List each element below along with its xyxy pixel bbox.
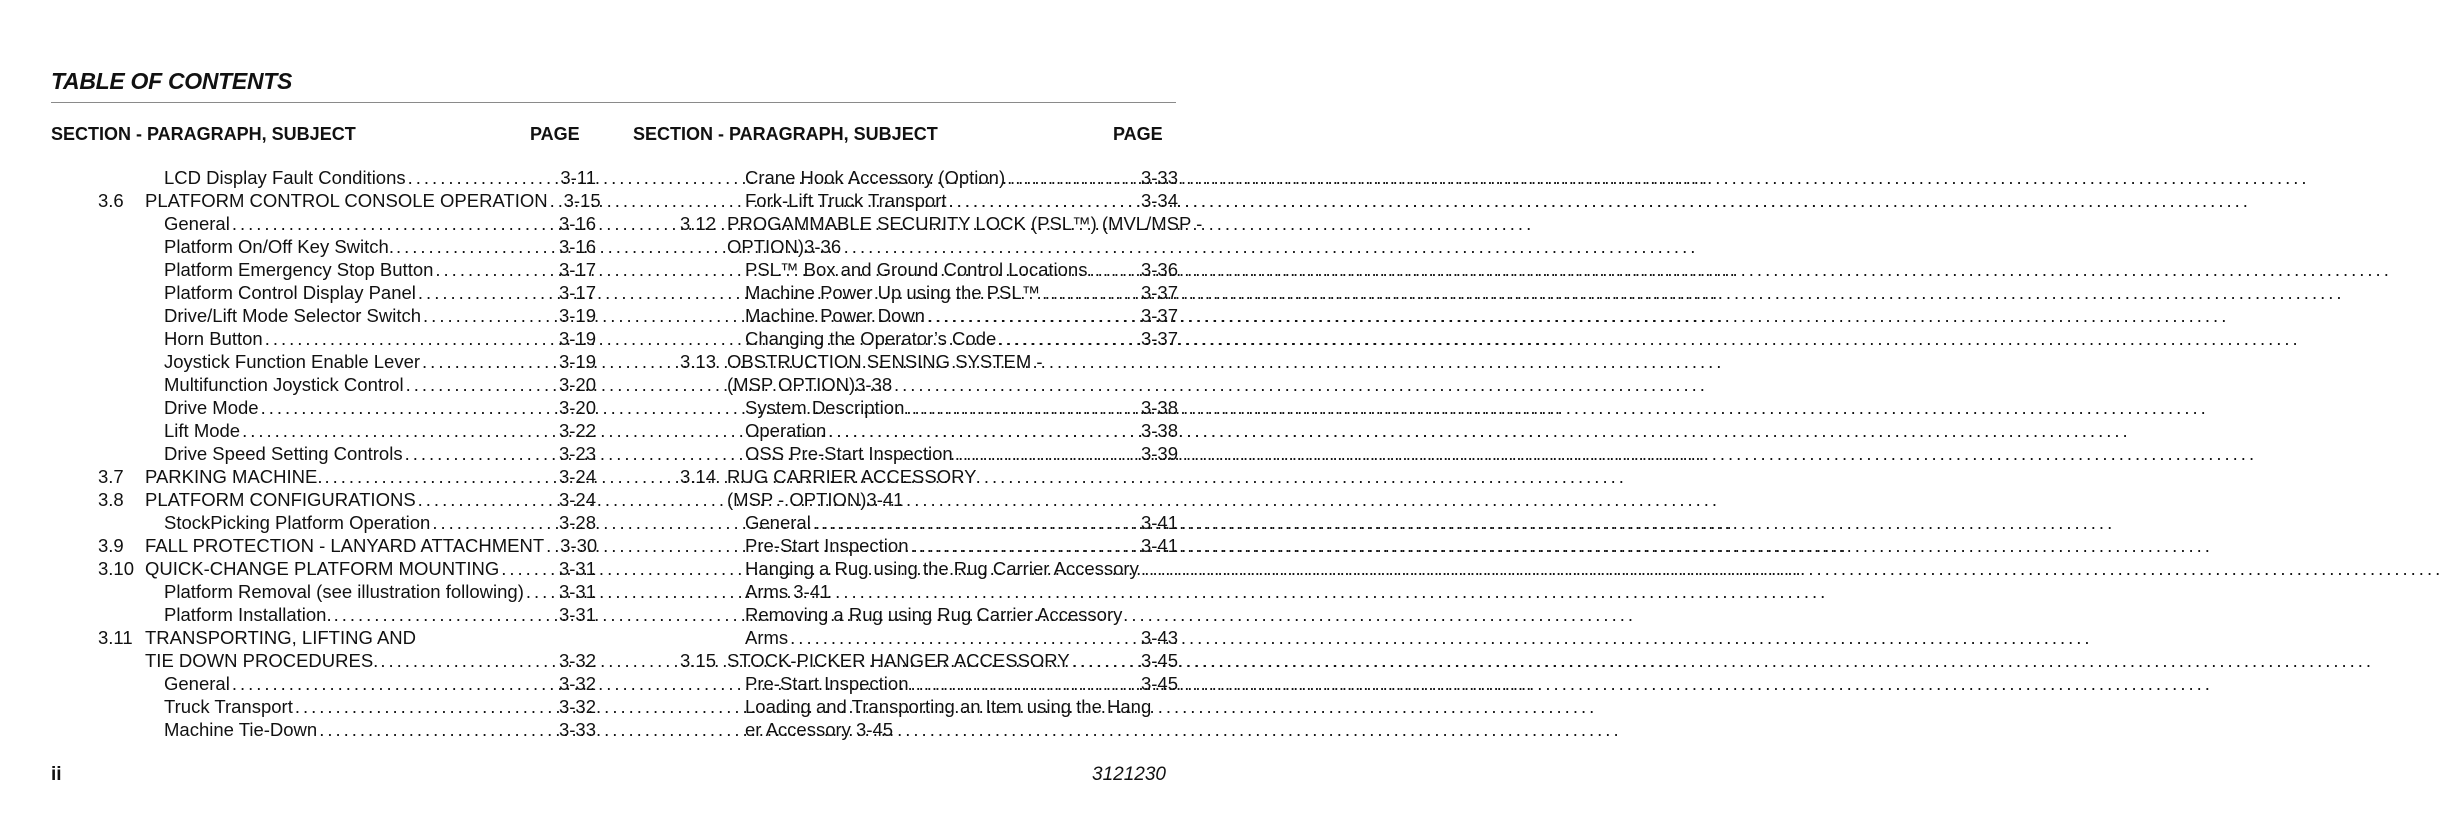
entry-body — [164, 166, 596, 189]
entry-title: Pre-Start Inspection — [745, 673, 909, 694]
entry-title: Platform Installation. — [164, 604, 332, 625]
dot-leader — [998, 327, 1137, 350]
section-number: 3.10 — [98, 558, 135, 579]
dot-leader — [501, 557, 555, 580]
toc-entry[interactable] — [633, 235, 1178, 258]
entry-body — [145, 649, 596, 672]
entry-body — [164, 718, 596, 741]
dot-leader — [406, 373, 555, 396]
toc-entry[interactable] — [51, 626, 596, 649]
entry-body — [164, 695, 596, 718]
toc-entry[interactable] — [51, 396, 596, 419]
page-ref: 3-37 — [1140, 282, 1178, 303]
page-ref: 3-20 — [558, 374, 596, 395]
toc-entry[interactable] — [633, 304, 1178, 327]
entry-body — [164, 396, 596, 419]
page-ref: 3-20 — [558, 397, 596, 418]
entry-title: STOCK-PICKER HANGER ACCESSORY — [727, 650, 1070, 671]
entry-title: FALL PROTECTION - LANYARD ATTACHMENT — [145, 535, 545, 556]
entry-title: (MSP - OPTION)3-41 — [727, 489, 904, 510]
entry-body — [745, 580, 830, 603]
toc-entry[interactable] — [633, 695, 1178, 718]
toc-entry[interactable] — [633, 465, 1178, 488]
toc-entry[interactable] — [633, 603, 1178, 626]
page-ref: 3-28 — [558, 512, 596, 533]
page-ref: 3-33 — [558, 719, 596, 740]
entry-body — [164, 258, 596, 281]
entry-body — [145, 488, 596, 511]
section-number: 3.13 — [680, 351, 717, 372]
toc-entry[interactable] — [633, 649, 1178, 672]
dot-leader — [1042, 281, 1137, 304]
entry-body — [745, 281, 1178, 304]
entry-title: PARKING MACHINE. — [145, 466, 323, 487]
page-ref: 3-30 — [560, 535, 598, 556]
entry-title: Multifunction Joystick Control — [164, 374, 404, 395]
toc-entry[interactable] — [633, 350, 1178, 373]
page-ref: 3-31 — [558, 558, 596, 579]
entry-title: Machine Power Up using the PSL™ — [745, 282, 1041, 303]
entry-body — [745, 258, 1178, 281]
entry-body — [727, 373, 892, 396]
entry-body — [745, 718, 893, 741]
toc-entry[interactable] — [633, 511, 1178, 534]
entry-title: Changing the Operator’s Code — [745, 328, 997, 349]
subject-header: SECTION - PARAGRAPH, SUBJECT — [633, 124, 938, 144]
dot-leader — [911, 672, 1137, 695]
dot-leader — [232, 672, 555, 695]
section-number: 3.8 — [98, 489, 124, 510]
dot-leader — [319, 718, 555, 741]
page-header: PAGE — [1113, 124, 1163, 144]
entry-title: TIE DOWN PROCEDURES. — [145, 650, 379, 671]
dot-leader — [927, 304, 1137, 327]
entry-title: Horn Button — [164, 328, 263, 349]
entry-body — [745, 327, 1178, 350]
dot-leader — [1007, 166, 1137, 189]
entry-body — [145, 534, 596, 557]
toc-entry[interactable] — [633, 672, 1178, 695]
entry-body — [164, 281, 596, 304]
entry-body — [145, 189, 601, 212]
page-ref: 3-32 — [558, 673, 596, 694]
entry-body — [164, 672, 596, 695]
dot-leader — [790, 626, 1137, 649]
entry-body — [745, 442, 1178, 465]
toc-entry[interactable] — [633, 557, 1178, 580]
dot-leader — [1072, 649, 1137, 672]
section-number: 3.14 — [680, 466, 717, 487]
dot-leader — [418, 281, 555, 304]
entry-title: General — [164, 673, 230, 694]
toc-entry[interactable] — [633, 534, 1178, 557]
page-ref: 3-19 — [558, 351, 596, 372]
entry-body — [145, 557, 596, 580]
toc-entry[interactable] — [51, 488, 596, 511]
toc-entry[interactable] — [51, 419, 596, 442]
toc-entry[interactable] — [51, 442, 596, 465]
page-ref: 3-34 — [1140, 190, 1178, 211]
entry-title: TRANSPORTING, LIFTING AND — [145, 627, 417, 648]
entry-body — [145, 626, 416, 649]
toc-entry[interactable] — [51, 189, 601, 212]
page-ref: 3-17 — [558, 259, 596, 280]
section-number: 3.7 — [98, 466, 124, 487]
dot-leader — [242, 419, 555, 442]
section-number: 3.9 — [98, 535, 124, 556]
page-ref: 3-19 — [558, 328, 596, 349]
page-ref: 3-24 — [558, 489, 596, 510]
toc-entry[interactable] — [51, 373, 596, 396]
entry-body — [745, 557, 1178, 580]
page-ref: 3-19 — [558, 305, 596, 326]
entry-body — [164, 350, 596, 373]
toc-entry[interactable] — [51, 511, 596, 534]
toc-entry[interactable] — [51, 718, 596, 741]
entry-body — [164, 580, 596, 603]
entry-body — [745, 534, 1178, 557]
entry-body — [164, 373, 596, 396]
entry-title: Fork-Lift Truck Transport — [745, 190, 947, 211]
dot-leader — [906, 396, 1137, 419]
page-ref: 3-31 — [558, 581, 596, 602]
page-ref: 3-41 — [1140, 535, 1178, 556]
entry-title: PLATFORM CONFIGURATIONS — [145, 489, 416, 510]
dot-leader — [408, 166, 557, 189]
page-ref: 3-38 — [1140, 397, 1178, 418]
entry-title: PROGAMMABLE SECURITY LOCK (PSL™) (MVL/MSP - — [727, 213, 1203, 234]
page-ref: 3-37 — [1140, 328, 1178, 349]
toc-entry[interactable] — [633, 718, 1178, 741]
toc-entry[interactable] — [633, 166, 1178, 189]
page-ref: 3-23 — [558, 443, 596, 464]
dot-leader — [396, 235, 555, 258]
toc-entry[interactable] — [51, 327, 596, 350]
entry-title: Machine Power Down — [745, 305, 925, 326]
entry-body — [727, 235, 841, 258]
dot-leader — [911, 534, 1137, 557]
toc-entries — [633, 166, 1203, 741]
dot-leader — [324, 465, 554, 488]
toc-entry[interactable] — [51, 580, 596, 603]
entry-body — [164, 327, 596, 350]
toc-entry[interactable] — [633, 189, 1178, 212]
entry-title: StockPicking Platform Operation — [164, 512, 431, 533]
page-ref: 3-24 — [558, 466, 596, 487]
entry-title: PLATFORM CONTROL CONSOLE OPERATION — [145, 190, 548, 211]
toc-entry[interactable] — [51, 235, 596, 258]
page-ref: 3-37 — [1140, 305, 1178, 326]
toc-entry[interactable] — [51, 695, 596, 718]
page-ref: 3-32 — [558, 696, 596, 717]
entry-title: (MSP OPTION)3-38 — [727, 374, 893, 395]
toc-entry[interactable] — [51, 603, 596, 626]
dot-leader — [422, 350, 555, 373]
dot-leader — [526, 580, 555, 603]
dot-leader — [949, 189, 1137, 212]
toc-entry[interactable] — [51, 166, 596, 189]
dot-leader — [265, 327, 555, 350]
toc-entry[interactable] — [633, 281, 1178, 304]
toc-entry[interactable] — [51, 672, 596, 695]
toc-entry[interactable] — [633, 626, 1178, 649]
entry-title: Drive Speed Setting Controls — [164, 443, 403, 464]
toc-entries — [51, 166, 601, 741]
entry-title: Platform On/Off Key Switch. — [164, 236, 394, 257]
toc-entry[interactable] — [633, 396, 1178, 419]
dot-leader — [813, 511, 1137, 534]
dot-leader — [955, 442, 1137, 465]
dot-leader — [828, 419, 1137, 442]
toc-entry[interactable] — [633, 488, 1178, 511]
entry-title: OBSTRUCTION SENSING SYSTEM - — [727, 351, 1043, 372]
entry-title: Lift Mode — [164, 420, 241, 441]
toc-entry[interactable] — [633, 442, 1178, 465]
entry-title: Platform Control Display Panel — [164, 282, 416, 303]
entry-body — [745, 419, 1178, 442]
entry-title: LCD Display Fault Conditions — [164, 167, 406, 188]
dot-leader — [432, 511, 555, 534]
entry-body — [745, 304, 1178, 327]
entry-title: Truck Transport — [164, 696, 293, 717]
entry-body — [727, 488, 903, 511]
dot-leader — [405, 442, 555, 465]
toc-entry[interactable] — [51, 258, 596, 281]
page-ref: 3-15 — [563, 190, 601, 211]
entry-title: System Description — [745, 397, 905, 418]
entry-title: Arms 3-41 — [745, 581, 831, 602]
dot-leader — [232, 212, 555, 235]
entry-body — [727, 350, 1043, 373]
page-ref: 3-16 — [558, 213, 596, 234]
dot-leader — [1141, 557, 1174, 580]
entry-title: Operation — [745, 420, 827, 441]
page-ref: 3-39 — [1140, 443, 1178, 464]
subject-header: SECTION - PARAGRAPH, SUBJECT — [51, 124, 356, 144]
toc-entry[interactable] — [51, 281, 596, 304]
toc-entry[interactable] — [51, 212, 596, 235]
entry-title: OPTION)3-36 — [727, 236, 842, 257]
entry-body — [745, 672, 1178, 695]
toc-left-column — [51, 122, 601, 741]
entry-body — [145, 465, 596, 488]
entry-title: Hanging a Rug using the Rug Carrier Accessory — [745, 558, 1139, 579]
entry-title: OSS Pre-Start Inspection — [745, 443, 953, 464]
page-ref: 3-38 — [1140, 420, 1178, 441]
entry-title: Pre-Start Inspection — [745, 535, 909, 556]
entry-title: Arms — [745, 627, 789, 648]
entry-body — [745, 695, 1151, 718]
entry-title: Drive Mode — [164, 397, 259, 418]
page-header: PAGE — [530, 124, 580, 144]
page-title: TABLE OF CONTENTS — [51, 68, 293, 94]
toc-entry[interactable] — [633, 419, 1178, 442]
page-ref: 3-43 — [1140, 627, 1178, 648]
entry-body — [745, 626, 1178, 649]
toc-right-column — [633, 122, 1203, 741]
entry-body — [164, 419, 596, 442]
toc-entry[interactable] — [633, 258, 1178, 281]
toc-entry[interactable] — [633, 580, 1178, 603]
toc-entry[interactable] — [633, 373, 1178, 396]
section-number: 3.6 — [98, 190, 124, 211]
section-number: 3.11 — [98, 627, 133, 648]
entry-title: er Accessory 3-45 — [745, 719, 894, 740]
dot-leader — [295, 695, 555, 718]
page-ref: 3-41 — [1140, 512, 1178, 533]
header-rule — [51, 102, 1176, 103]
page-ref: 3-17 — [558, 282, 596, 303]
entry-body — [164, 304, 596, 327]
page-ref: 3-22 — [558, 420, 596, 441]
page-ref: 3-32 — [558, 650, 596, 671]
dot-leader — [418, 488, 555, 511]
entry-title: Joystick Function Enable Lever — [164, 351, 421, 372]
toc-entry[interactable] — [51, 304, 596, 327]
entry-body — [164, 212, 596, 235]
entry-title: General — [745, 512, 811, 533]
entry-title: PSL™ Box and Ground Control Locations — [745, 259, 1088, 280]
entry-body — [727, 465, 976, 488]
entry-title: RUG CARRIER ACCESSORY — [727, 466, 977, 487]
dot-leader — [550, 189, 560, 212]
entry-body — [727, 212, 1202, 235]
column-header — [633, 122, 1178, 148]
entry-title: Removing a Rug using Rug Carrier Accessory — [745, 604, 1123, 625]
toc-entry[interactable] — [51, 649, 596, 672]
column-header — [51, 122, 596, 148]
entry-body — [745, 511, 1178, 534]
page-ref: 3-36 — [1140, 259, 1178, 280]
entry-body — [164, 511, 596, 534]
page-ref: 3-11 — [560, 167, 596, 188]
page-ref: 3-45 — [1140, 650, 1178, 671]
entry-body — [745, 189, 1178, 212]
entry-body — [164, 603, 596, 626]
toc-entry[interactable] — [633, 327, 1178, 350]
entry-title: Platform Removal (see illustration following) — [164, 581, 524, 602]
dot-leader — [435, 258, 555, 281]
document-number: 3121230 — [1092, 764, 1166, 785]
entry-title: Loading and Transporting an Item using the Hang — [745, 696, 1152, 717]
entry-title: QUICK-CHANGE PLATFORM MOUNTING — [145, 558, 500, 579]
dot-leader — [380, 649, 555, 672]
entry-title: Crane Hook Accessory (Option) — [745, 167, 1006, 188]
entry-body — [164, 235, 596, 258]
section-number: 3.12 — [680, 213, 717, 234]
entry-title: General — [164, 213, 230, 234]
toc-entry[interactable] — [633, 212, 1203, 235]
entry-body — [745, 396, 1178, 419]
entry-body — [745, 603, 1122, 626]
page-ref: 3-33 — [1140, 167, 1178, 188]
dot-leader — [546, 534, 556, 557]
dot-leader — [1089, 258, 1137, 281]
entry-title: Drive/Lift Mode Selector Switch — [164, 305, 422, 326]
dot-leader — [334, 603, 555, 626]
entry-title: Machine Tie-Down — [164, 719, 318, 740]
toc-entry[interactable] — [51, 534, 596, 557]
entry-body — [164, 442, 596, 465]
page-ref: 3-45 — [1140, 673, 1178, 694]
toc-entry[interactable] — [51, 465, 596, 488]
section-number: 3.15 — [680, 650, 717, 671]
page-ref: 3-31 — [558, 604, 596, 625]
dot-leader — [261, 396, 555, 419]
page-ref: 3-16 — [558, 236, 596, 257]
entry-body — [727, 649, 1178, 672]
page-number: ii — [51, 764, 62, 785]
entry-title: Platform Emergency Stop Button — [164, 259, 434, 280]
toc-entry[interactable] — [51, 350, 596, 373]
entry-body — [745, 166, 1178, 189]
dot-leader — [423, 304, 555, 327]
toc-entry[interactable] — [51, 557, 596, 580]
